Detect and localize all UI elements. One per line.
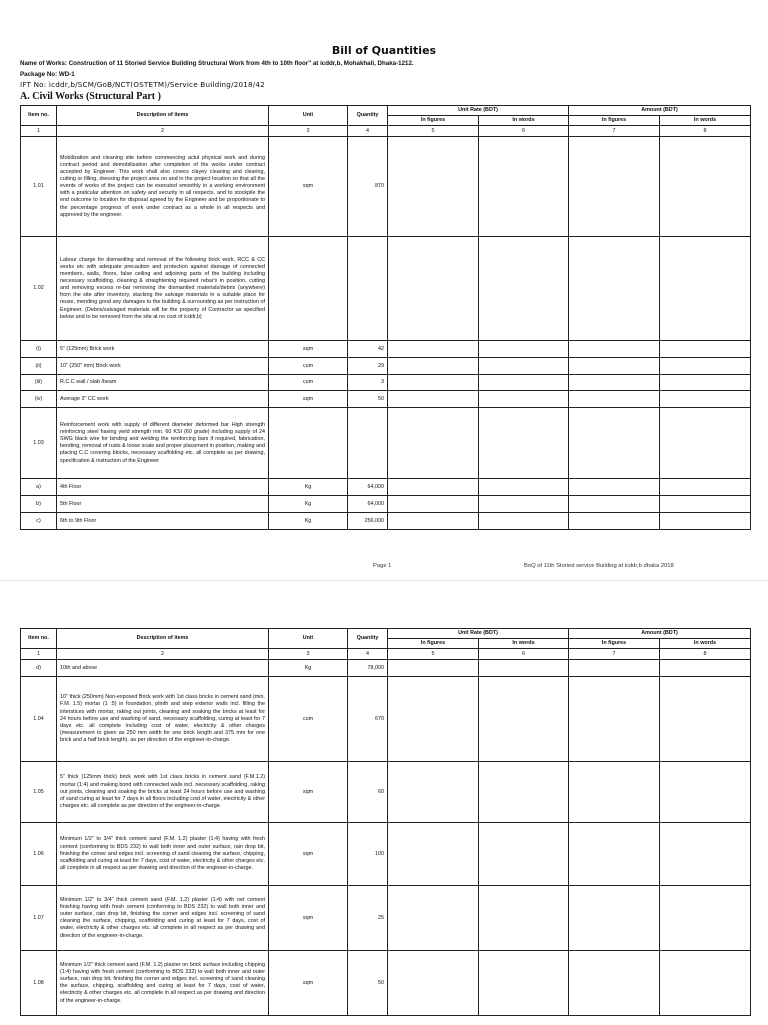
rate-in-words-cell[interactable]: [479, 886, 569, 951]
boq-table-page-2: [20, 628, 751, 1016]
amount-in-figures-cell[interactable]: [569, 513, 660, 530]
amount-in-figures-cell[interactable]: [569, 951, 660, 1016]
item-unit: sqm: [269, 886, 348, 951]
item-description: 4th Floor: [57, 479, 269, 496]
table-row: [21, 886, 751, 951]
item-quantity: 64,000: [348, 479, 388, 496]
item-no: c): [21, 513, 57, 530]
col-num: 2: [57, 126, 269, 137]
amount-in-words-cell[interactable]: [660, 237, 751, 341]
amount-in-figures-cell[interactable]: [569, 358, 660, 375]
item-description: 10" thick (250mm) Non-exposed Brick work with 1st class bricks in cement sand (min. F.M. 1.5) mortar (1 :5) in foundation, plinth and step exterior walls incl. filling the interstices with mortar, raking out joints, cleaning and soaking the bricks at least for 24 hours before use and washing of sand, necessary scaffolding, curing at least for 7 days etc. all complete including cost of water, electricity & other charges (measurement to given as 250 mm width for one brick length and 375 mm for one brick and a half brick length). as per direction of the engineer-in-charge.: [57, 677, 269, 762]
item-no: 1.03: [21, 408, 57, 479]
rate-in-figures-cell[interactable]: [388, 391, 479, 408]
rate-in-figures-cell[interactable]: [388, 886, 479, 951]
item-no: 1.02: [21, 237, 57, 341]
rate-in-figures-cell[interactable]: [388, 375, 479, 391]
item-description: 5" (125mm) Brick work: [57, 341, 269, 358]
ift-no: IFT No: icddr,b/SCM/GoB/NCT(OSTETM)/Service Building/2018/42: [20, 80, 265, 89]
item-quantity: 64,000: [348, 496, 388, 513]
item-quantity: 29: [348, 358, 388, 375]
amount-in-words-cell[interactable]: [660, 762, 751, 823]
item-no: (i): [21, 341, 57, 358]
col-num: 1: [21, 649, 57, 660]
header-amount-in-words: In words: [660, 639, 751, 649]
column-number-row: [21, 126, 751, 137]
col-num: 6: [479, 649, 569, 660]
item-description: R.C.C wall / slab /beam: [57, 375, 269, 391]
item-description: 5th Floor: [57, 496, 269, 513]
item-no: (ii): [21, 358, 57, 375]
amount-in-figures-cell[interactable]: [569, 137, 660, 237]
item-unit: sqm: [269, 391, 348, 408]
amount-in-figures-cell[interactable]: [569, 391, 660, 408]
rate-in-figures-cell[interactable]: [388, 408, 479, 479]
name-of-works: Name of Works: Construction of 11 Storied Service Building Structural Work from 4th to 10th floor" at icddr,b, Mohakhali, Dhaka-1212.: [20, 60, 414, 67]
item-no: 1.05: [21, 762, 57, 823]
col-num: 5: [388, 649, 479, 660]
amount-in-words-cell[interactable]: [660, 137, 751, 237]
item-description: Average 3" CC work: [57, 391, 269, 408]
col-num: 4: [348, 126, 388, 137]
header-unit: Unit: [269, 106, 348, 126]
item-no: (iii): [21, 375, 57, 391]
item-unit: sqm: [269, 762, 348, 823]
item-description: Labour charge for dismantling and removal of the following brick work, RCC & CC works etc with adequate precaution and protection against damage of connected members, walls, floors, false ceiling and adjoining parts of the building including necessary scaffolding, cleaning & straightening required rebar's in position, cutting and removing excess re-bar removing the dismantled materials/debris (anywhere) from the site after inventory, stacking the salvage materials in a suitable place for reuse, mending good any damages to the building & surrounding as per instruction of Engineer. (Debris/salvaged materials will be the property of Contractor as specified below and to be removed from the site at no cost of icddr,b): [57, 237, 269, 341]
col-num: 6: [479, 126, 569, 137]
amount-in-words-cell[interactable]: [660, 660, 751, 677]
item-no: d): [21, 660, 57, 677]
header-description: Description of items: [57, 629, 269, 649]
section-heading: A. Civil Works (Structural Part ): [20, 91, 161, 102]
rate-in-words-cell[interactable]: [479, 951, 569, 1016]
col-num: 7: [569, 649, 660, 660]
amount-in-words-cell[interactable]: [660, 951, 751, 1016]
table-row: [21, 375, 751, 391]
item-unit: cum: [269, 358, 348, 375]
rate-in-figures-cell[interactable]: [388, 496, 479, 513]
item-unit: [269, 408, 348, 479]
header-item-no: Item no.: [21, 629, 57, 649]
rate-in-figures-cell[interactable]: [388, 341, 479, 358]
col-num: 8: [660, 649, 751, 660]
header-rate-in-words: In words: [479, 116, 569, 126]
amount-in-figures-cell[interactable]: [569, 496, 660, 513]
item-quantity: 60: [348, 762, 388, 823]
table-row: [21, 137, 751, 237]
amount-in-figures-cell[interactable]: [569, 660, 660, 677]
item-quantity: 100: [348, 823, 388, 886]
table-row: [21, 479, 751, 496]
item-unit: sqm: [269, 137, 348, 237]
amount-in-figures-cell[interactable]: [569, 762, 660, 823]
item-quantity: [348, 237, 388, 341]
item-description: 10th and above: [57, 660, 269, 677]
rate-in-words-cell[interactable]: [479, 375, 569, 391]
item-no: 1.01: [21, 137, 57, 237]
item-unit: Kg: [269, 513, 348, 530]
header-item-no: Item no.: [21, 106, 57, 126]
item-quantity: 3: [348, 375, 388, 391]
rate-in-figures-cell[interactable]: [388, 677, 479, 762]
item-no: 1.08: [21, 951, 57, 1016]
item-description: Reinforcement work with supply of different diameter deformed bar High strength reinforcing steel having yield strength min. 60 KSI (60 grade) including supply of 24 SWG black wire for binding and welding the reinforcing bars if required, fabrication, bending, removal of rusts & loose scale and proper placement in position, making and placing C.C covering blocks, necessary scaffolding etc. all complete as per drawing, specification & instruction of the Engineer: [57, 408, 269, 479]
table-row: [21, 408, 751, 479]
document-title: Bill of Quantities: [331, 44, 437, 57]
item-quantity: 870: [348, 137, 388, 237]
header-rate-in-figures: In figures: [388, 639, 479, 649]
col-num: 5: [388, 126, 479, 137]
item-quantity: 50: [348, 391, 388, 408]
header-quantity: Quantity: [348, 629, 388, 649]
col-num: 4: [348, 649, 388, 660]
item-unit: sqm: [269, 823, 348, 886]
header-amount-in-figures: In figures: [569, 639, 660, 649]
table-row: [21, 677, 751, 762]
header-amount: Amount (BDT): [569, 106, 751, 116]
amount-in-words-cell[interactable]: [660, 341, 751, 358]
amount-in-figures-cell[interactable]: [569, 341, 660, 358]
item-quantity: 670: [348, 677, 388, 762]
amount-in-figures-cell[interactable]: [569, 677, 660, 762]
amount-in-words-cell[interactable]: [660, 375, 751, 391]
rate-in-words-cell[interactable]: [479, 358, 569, 375]
rate-in-figures-cell[interactable]: [388, 479, 479, 496]
header-description: Description of items: [57, 106, 269, 126]
page-number: Page 1: [373, 563, 392, 569]
amount-in-figures-cell[interactable]: [569, 408, 660, 479]
table-row: [21, 237, 751, 341]
item-no: 1.07: [21, 886, 57, 951]
rate-in-figures-cell[interactable]: [388, 660, 479, 677]
item-description: Minimum 1/2" to 3/4" thick cement sand (F.M. 1.2) plaster (1:4) having with fresh cement (conforming to BDS 232) to wall both inner and outer surface, rain drop bit, finishing the corner and edges incl. screening of sand cleaning the surface, chipping, scaffolding and curing at least for 7 days, cost of water, electricity & other charges etc. all complete in all respect as per drawing and direction of the engineer-in-charge.: [57, 823, 269, 886]
table-row: [21, 341, 751, 358]
rate-in-words-cell[interactable]: [479, 496, 569, 513]
document-footer: BoQ of 11th Storied service Building at icddr,b dhaka 2018: [524, 563, 674, 569]
rate-in-figures-cell[interactable]: [388, 358, 479, 375]
amount-in-words-cell[interactable]: [660, 677, 751, 762]
col-num: 2: [57, 649, 269, 660]
table-row: [21, 762, 751, 823]
package-no: Package No: WD-1: [20, 71, 75, 78]
amount-in-words-cell[interactable]: [660, 391, 751, 408]
col-num: 1: [21, 126, 57, 137]
rate-in-words-cell[interactable]: [479, 408, 569, 479]
item-description: 10" (250" mm) Brick work: [57, 358, 269, 375]
header-rate-in-words: In words: [479, 639, 569, 649]
item-description: Minimum 1/2" thick cement sand (F.M. 1.2) plaster on brick surface including chipping (1:4) having with fresh cement (conforming to BDS 232) to wall both inner and outer surface, rain drop bit, finishing the corner and edges incl. screening of sand cleaning the surface, chipping, scaffolding and curing at least for 7 days, cost of water, electricity & other charges etc. all complete in all respect as per drawing and direction of the engineer-in-charge.: [57, 951, 269, 1016]
boq-table-page-1: [20, 105, 751, 530]
item-unit: sqm: [269, 341, 348, 358]
header-unit-rate: Unit Rate (BDT): [388, 106, 569, 116]
rate-in-figures-cell[interactable]: [388, 513, 479, 530]
rate-in-words-cell[interactable]: [479, 137, 569, 237]
amount-in-figures-cell[interactable]: [569, 886, 660, 951]
rate-in-words-cell[interactable]: [479, 677, 569, 762]
item-unit: Kg: [269, 660, 348, 677]
item-quantity: 50: [348, 951, 388, 1016]
item-quantity: 78,000: [348, 660, 388, 677]
rate-in-words-cell[interactable]: [479, 762, 569, 823]
rate-in-words-cell[interactable]: [479, 823, 569, 886]
rate-in-words-cell[interactable]: [479, 341, 569, 358]
item-unit: cum: [269, 375, 348, 391]
rate-in-figures-cell[interactable]: [388, 137, 479, 237]
rate-in-words-cell[interactable]: [479, 660, 569, 677]
rate-in-figures-cell[interactable]: [388, 762, 479, 823]
amount-in-figures-cell[interactable]: [569, 823, 660, 886]
amount-in-figures-cell[interactable]: [569, 479, 660, 496]
table-row: [21, 513, 751, 530]
item-quantity: 42: [348, 341, 388, 358]
item-unit: Kg: [269, 496, 348, 513]
header-amount-in-figures: In figures: [569, 116, 660, 126]
table-row: [21, 496, 751, 513]
table-row: [21, 391, 751, 408]
header-amount-in-words: In words: [660, 116, 751, 126]
col-num: 8: [660, 126, 751, 137]
item-no: b): [21, 496, 57, 513]
item-description: 5" thick (125mm thick) brick work with 1st class bricks in cement sand (F.M.1.2) mortar (1:4) and making bond with connected walls incl. necessary scaffolding, raking out joints, cleaning and soaking the bricks at least 24 hours before use and washing of sand curing at least for 7 days in all floors including cost of water, electricity & other charges etc. all complete as per direction of the engineer-in-charge.: [57, 762, 269, 823]
amount-in-words-cell[interactable]: [660, 513, 751, 530]
amount-in-words-cell[interactable]: [660, 886, 751, 951]
header-unit-rate: Unit Rate (BDT): [388, 629, 569, 639]
amount-in-figures-cell[interactable]: [569, 237, 660, 341]
item-no: a): [21, 479, 57, 496]
item-no: 1.06: [21, 823, 57, 886]
col-num: 3: [269, 649, 348, 660]
page-2: [0, 580, 768, 1025]
col-num: 3: [269, 126, 348, 137]
item-description: Minimum 1/2" to 3/4" thick cement sand (F.M. 1.2) plaster (1:4) with net cement finishing having with fresh cement (conforming to BDS 232) to wall both inner and outer surface, rain drop bit, finishing the corner and edges incl. screening of sand cleaning the surface, chipping, scaffolding and curing at least for 7 days, cost of water, electricity & other charges etc. all complete in all respect as per drawing and direction of the engineer-in-charge.: [57, 886, 269, 951]
item-unit: sqm: [269, 951, 348, 1016]
amount-in-words-cell[interactable]: [660, 408, 751, 479]
item-unit: Kg: [269, 479, 348, 496]
rate-in-figures-cell[interactable]: [388, 951, 479, 1016]
table-row: [21, 823, 751, 886]
item-description: Mobilization and cleaning site before commencing actul physical work and during contract period and demobilization after completion of the works under contract accepted by Engineer. This work shall also covers clayey cleaning and clearing, cutting or filling, dressing the project area on and in the project location so that all the events of works of the project can be executed smoothly in a working environment with a praticular attention on safety and security in all respects, and to stockpile the end outcome to location for disposal agreed by the Engineer and be proportionate to the percentage progress of work under contract as a whole in all respects and approved by the engineer.: [57, 137, 269, 237]
rate-in-words-cell[interactable]: [479, 237, 569, 341]
item-description: 6th to 9th Floor: [57, 513, 269, 530]
table-row: [21, 358, 751, 375]
item-no: 1.04: [21, 677, 57, 762]
rate-in-figures-cell[interactable]: [388, 237, 479, 341]
item-no: (iv): [21, 391, 57, 408]
table-row: [21, 660, 751, 677]
item-unit: cum: [269, 677, 348, 762]
rate-in-words-cell[interactable]: [479, 391, 569, 408]
item-quantity: 256,000: [348, 513, 388, 530]
amount-in-words-cell[interactable]: [660, 496, 751, 513]
rate-in-figures-cell[interactable]: [388, 823, 479, 886]
header-quantity: Quantity: [348, 106, 388, 126]
column-number-row: [21, 649, 751, 660]
item-quantity: 25: [348, 886, 388, 951]
amount-in-figures-cell[interactable]: [569, 375, 660, 391]
amount-in-words-cell[interactable]: [660, 479, 751, 496]
item-quantity: [348, 408, 388, 479]
header-amount: Amount (BDT): [569, 629, 751, 639]
amount-in-words-cell[interactable]: [660, 823, 751, 886]
item-unit: [269, 237, 348, 341]
rate-in-words-cell[interactable]: [479, 479, 569, 496]
header-rate-in-figures: In figures: [388, 116, 479, 126]
col-num: 7: [569, 126, 660, 137]
header-unit: Unit: [269, 629, 348, 649]
amount-in-words-cell[interactable]: [660, 358, 751, 375]
table-row: [21, 951, 751, 1016]
rate-in-words-cell[interactable]: [479, 513, 569, 530]
